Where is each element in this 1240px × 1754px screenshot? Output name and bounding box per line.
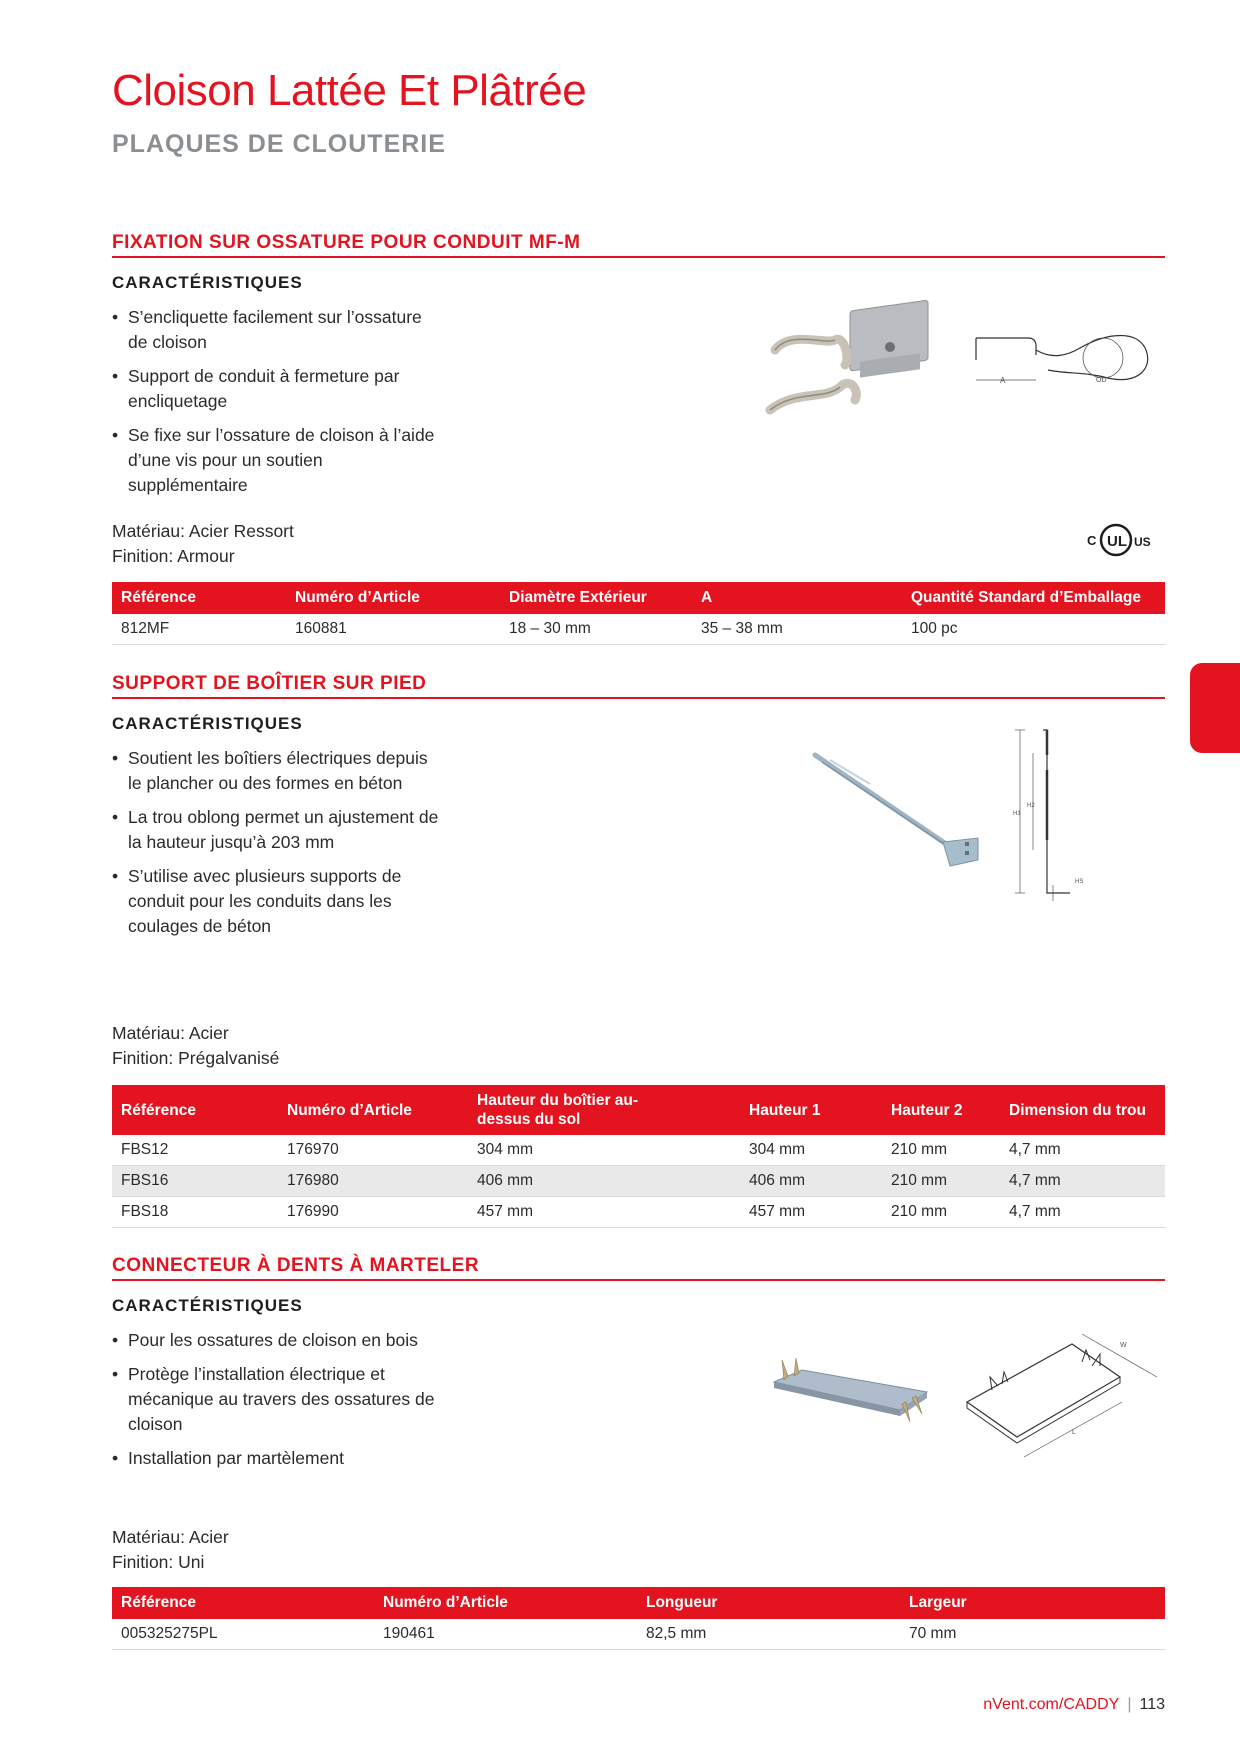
- section-rule: [112, 1279, 1165, 1281]
- drawing-label-od: OD: [1096, 377, 1107, 384]
- features-list: [112, 1328, 442, 1480]
- table-cell: FBS18: [112, 1197, 278, 1228]
- feature-item: • Soutient les boîtiers électriques depuis le plancher ou des formes en béton: [112, 746, 442, 796]
- table-header: Hauteur 2: [882, 1085, 1000, 1135]
- cert-us: US: [1134, 535, 1151, 549]
- section-rule: [112, 697, 1165, 699]
- table-row: [112, 1135, 1165, 1166]
- ul-certification-logo: [1087, 518, 1167, 558]
- product-photo-nail-plate: [762, 1352, 932, 1432]
- footer-url[interactable]: nVent.com/CADDY: [983, 1696, 1120, 1713]
- feature-item: • Support de conduit à fermeture par encliquetage: [112, 364, 442, 414]
- table-header: Référence: [112, 1085, 278, 1135]
- table-header: Largeur: [900, 1587, 1165, 1619]
- table-cell: FBS16: [112, 1166, 278, 1197]
- table-header: Numéro d’Article: [374, 1587, 637, 1619]
- table-cell: 160881: [286, 614, 500, 645]
- chapter-tab: [1190, 663, 1240, 753]
- features-list: [112, 305, 442, 507]
- table-cell: 35 – 38 mm: [692, 614, 902, 645]
- section-title-box-support: SUPPORT DE BOÎTIER SUR PIED: [112, 673, 427, 694]
- feature-item: • Installation par martèlement: [112, 1446, 442, 1471]
- spec-table-nail-plate: [112, 1587, 1165, 1650]
- table-header: Quantité Standard d’Emballage: [902, 582, 1165, 614]
- table-cell: FBS12: [112, 1135, 278, 1166]
- drawing-label-w: W: [1120, 1342, 1127, 1349]
- feature-item: • La trou oblong permet un ajustement de la hauteur jusqu’à 203 mm: [112, 805, 442, 855]
- spec-table-mf-m: [112, 582, 1165, 645]
- table-cell: 304 mm: [468, 1135, 740, 1166]
- page-subtitle: PLAQUES DE CLOUTERIE: [112, 130, 446, 158]
- table-row: [112, 614, 1165, 645]
- features-title: CARACTÉRISTIQUES: [112, 1296, 303, 1315]
- page-number: 113: [1139, 1696, 1165, 1713]
- technical-drawing-mf-m: [968, 330, 1168, 410]
- table-cell: 176990: [278, 1197, 468, 1228]
- features-title: CARACTÉRISTIQUES: [112, 273, 303, 292]
- finish-text: Finition: Prégalvanisé: [112, 1048, 280, 1068]
- drawing-label-a: A: [1000, 376, 1006, 385]
- footer-separator: |: [1127, 1696, 1132, 1713]
- table-header: Hauteur 1: [740, 1085, 882, 1135]
- section-title-mf-m: FIXATION SUR OSSATURE POUR CONDUIT MF-M: [112, 232, 581, 253]
- material-text: Matériau: Acier: [112, 1023, 229, 1043]
- technical-drawing-fbs: [1005, 725, 1115, 900]
- table-cell: 176970: [278, 1135, 468, 1166]
- table-header: A: [692, 582, 902, 614]
- page-footer: [983, 1696, 1165, 1714]
- table-row: [112, 1166, 1165, 1197]
- section-rule: [112, 256, 1165, 258]
- table-header: Hauteur du boîtier au-dessus du sol: [468, 1085, 740, 1135]
- table-cell: 304 mm: [740, 1135, 882, 1166]
- table-header: Référence: [112, 1587, 374, 1619]
- table-header: Dimension du trou: [1000, 1085, 1165, 1135]
- table-cell: 406 mm: [468, 1166, 740, 1197]
- table-cell: 4,7 mm: [1000, 1166, 1165, 1197]
- material-text: Matériau: Acier: [112, 1527, 229, 1547]
- table-row: [112, 1619, 1165, 1650]
- product-photo-mf-m: [765, 315, 945, 435]
- table-header: Diamètre Extérieur: [500, 582, 692, 614]
- features-title: CARACTÉRISTIQUES: [112, 714, 303, 733]
- table-cell: 406 mm: [740, 1166, 882, 1197]
- table-header: Numéro d’Article: [286, 582, 500, 614]
- drawing-label-hs: HS: [1075, 879, 1084, 885]
- table-cell: 457 mm: [740, 1197, 882, 1228]
- drawing-label-l: L: [1072, 1429, 1076, 1436]
- section-title-nail-plate: CONNECTEUR À DENTS À MARTELER: [112, 1255, 480, 1276]
- table-cell: 18 – 30 mm: [500, 614, 692, 645]
- feature-item: • S’utilise avec plusieurs supports de conduit pour les conduits dans les coulages de béton: [112, 864, 442, 939]
- table-cell: 457 mm: [468, 1197, 740, 1228]
- table-cell: 005325275PL: [112, 1619, 374, 1650]
- technical-drawing-nail-plate: [962, 1322, 1167, 1472]
- table-cell: 210 mm: [882, 1166, 1000, 1197]
- feature-item: • Se fixe sur l’ossature de cloison à l’aide d’une vis pour un soutien supplémentaire: [112, 423, 442, 498]
- drawing-label-h1: H1: [1013, 811, 1021, 817]
- drawing-label-h2: H2: [1027, 803, 1035, 809]
- finish-text: Finition: Uni: [112, 1552, 205, 1572]
- product-photo-fbs: [810, 750, 980, 870]
- cert-c: C: [1087, 533, 1097, 548]
- table-header: Référence: [112, 582, 286, 614]
- table-header: Longueur: [637, 1587, 900, 1619]
- cert-ul: UL: [1107, 533, 1127, 550]
- table-cell: 812MF: [112, 614, 286, 645]
- table-cell: 190461: [374, 1619, 637, 1650]
- table-cell: 210 mm: [882, 1135, 1000, 1166]
- feature-item: • Protège l’installation électrique et mécanique au travers des ossatures de cloison: [112, 1362, 442, 1437]
- table-cell: 210 mm: [882, 1197, 1000, 1228]
- table-cell: 176980: [278, 1166, 468, 1197]
- table-cell: 100 pc: [902, 614, 1165, 645]
- feature-item: • Pour les ossatures de cloison en bois: [112, 1328, 442, 1353]
- table-cell: 4,7 mm: [1000, 1135, 1165, 1166]
- table-row: [112, 1197, 1165, 1228]
- spec-table-fbs: [112, 1085, 1165, 1228]
- material-text: Matériau: Acier Ressort: [112, 521, 294, 541]
- feature-item: • S’encliquette facilement sur l’ossature de cloison: [112, 305, 442, 355]
- table-cell: 4,7 mm: [1000, 1197, 1165, 1228]
- finish-text: Finition: Armour: [112, 546, 235, 566]
- table-cell: 82,5 mm: [637, 1619, 900, 1650]
- page-title: Cloison Lattée Et Plâtrée: [112, 66, 587, 115]
- table-cell: 70 mm: [900, 1619, 1165, 1650]
- features-list: [112, 746, 442, 948]
- table-header: Numéro d’Article: [278, 1085, 468, 1135]
